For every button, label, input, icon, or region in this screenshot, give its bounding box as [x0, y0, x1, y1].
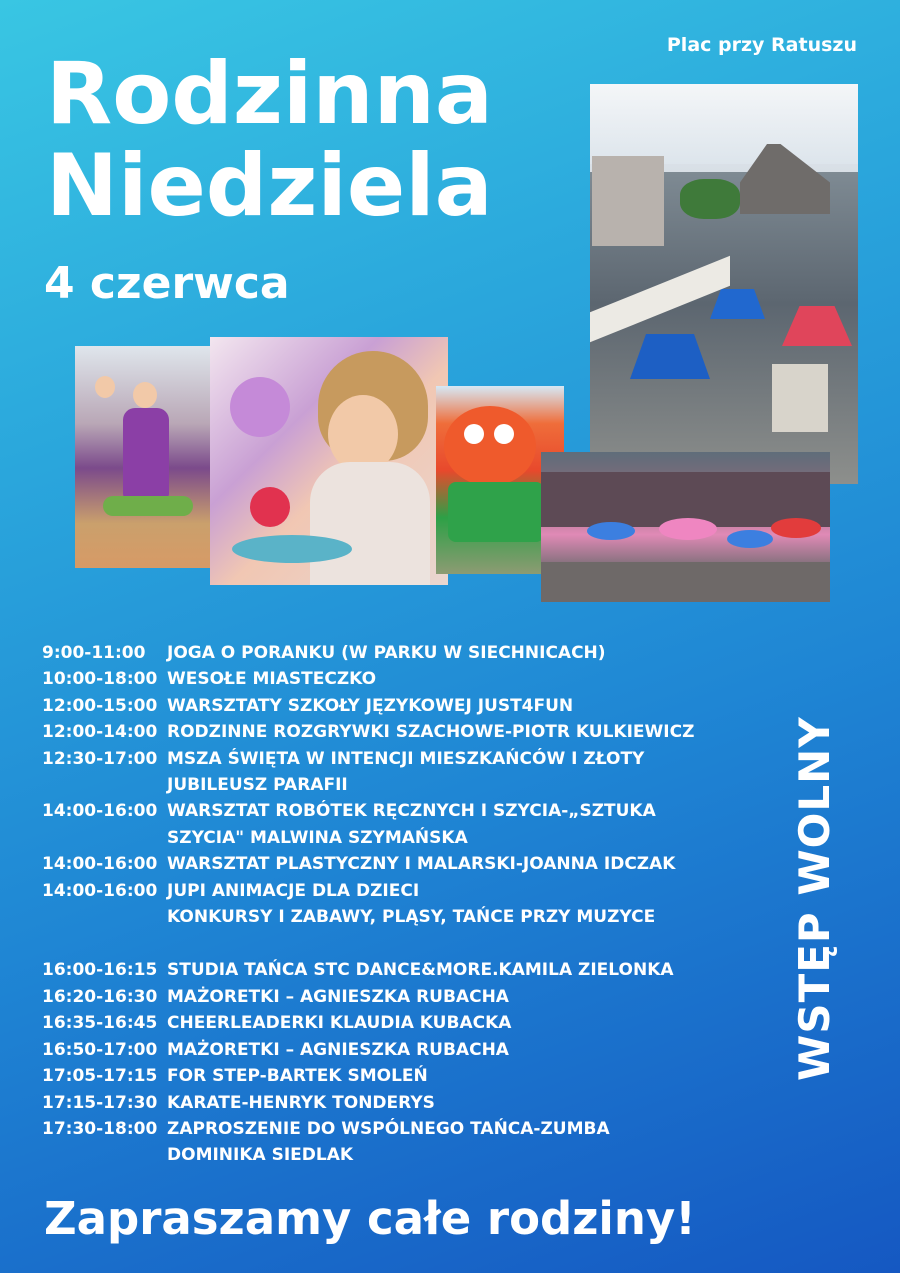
- schedule-event: JUBILEUSZ PARAFII: [167, 775, 348, 796]
- red-tent-shape: [782, 306, 852, 346]
- location-label: Plac przy Ratuszu: [666, 34, 857, 56]
- market-square-photo: [590, 84, 858, 484]
- schedule-row: [42, 1010, 742, 1036]
- child-face-shape-2: [95, 376, 115, 398]
- market-stalls-shape: [590, 256, 730, 343]
- schedule-event: STUDIA TAŃCA STC DANCE&MORE.KAMILA ZIELONKA: [167, 960, 674, 981]
- paint-splash-shape-2: [250, 487, 290, 527]
- monster-eye-shape: [464, 424, 484, 444]
- schedule-gap: [42, 930, 742, 957]
- schedule-time: 17:15-17:30: [42, 1092, 158, 1113]
- schedule-time: 16:50-17:00: [42, 1039, 158, 1060]
- schedule-time: 10:00-18:00: [42, 669, 158, 690]
- schedule-time: 16:35-16:45: [42, 1013, 158, 1034]
- schedule-row: [42, 1116, 742, 1142]
- schedule-time: 9:00-11:00: [42, 643, 146, 663]
- schedule-time: 14:00-16:00: [42, 880, 158, 901]
- schedule-row: [42, 798, 742, 824]
- child-face-shape: [133, 382, 157, 408]
- schedule-time: 16:20-16:30: [42, 986, 158, 1007]
- schedule-event: DOMINIKA SIEDLAK: [167, 1145, 354, 1166]
- tutu-shape-2: [659, 518, 717, 540]
- schedule-event: RODZINNE ROZGRYWKI SZACHOWE-PIOTR KULKIEWICZ: [167, 722, 695, 743]
- girl-dress-shape: [310, 462, 430, 585]
- schedule-event: JUPI ANIMACJE DLA DZIECI: [167, 880, 420, 901]
- schedule-event: WARSZTATY SZKOŁY JĘZYKOWEJ JUST4FUN: [167, 695, 574, 716]
- schedule-row: [42, 878, 742, 904]
- schedule-row: [42, 693, 742, 719]
- schedule-time: 17:05-17:15: [42, 1066, 158, 1087]
- food-truck-shape: [772, 364, 828, 432]
- schedule-row: [42, 1142, 742, 1168]
- schedule-row: [42, 904, 742, 930]
- schedule-time: [42, 825, 167, 851]
- monster-eye-shape-2: [494, 424, 514, 444]
- tutu-shape-3: [727, 530, 773, 548]
- schedule-row: [42, 1037, 742, 1063]
- schedule-row: [42, 772, 742, 798]
- schedule-event: SZYCIA" MALWINA SZYMAŃSKA: [167, 827, 468, 848]
- schedule-event: KONKURSY I ZABAWY, PLĄSY, TAŃCE PRZY MUZYCE: [167, 907, 656, 928]
- schedule-event: FOR STEP-BARTEK SMOLEŃ: [167, 1066, 428, 1087]
- schedule-event: WARSZTAT PLASTYCZNY I MALARSKI-JOANNA IDCZAK: [167, 854, 676, 875]
- palette-shape: [232, 535, 352, 563]
- schedule-row: [42, 746, 742, 772]
- castle-base-shape: [448, 482, 544, 542]
- schedule-time: 12:00-14:00: [42, 722, 158, 743]
- schedule-time: 12:30-17:00: [42, 748, 158, 769]
- blue-tent-shape-2: [710, 289, 765, 319]
- schedule-row: [42, 851, 742, 877]
- schedule-event: JOGA O PORANKU (W PARKU W SIECHNICACH): [167, 643, 606, 663]
- schedule-row: [42, 984, 742, 1010]
- schedule-row: [42, 719, 742, 745]
- schedule: [42, 640, 742, 1169]
- schedule-row: [42, 640, 742, 666]
- pavement-shape: [541, 562, 830, 602]
- schedule-event: MAŻORETKI – AGNIESZKA RUBACHA: [167, 986, 509, 1007]
- trees-shape: [680, 179, 740, 219]
- schedule-event: WESOŁE MIASTECZKO: [167, 669, 377, 690]
- schedule-time: 14:00-16:00: [42, 854, 158, 875]
- schedule-event: KARATE-HENRYK TONDERYS: [167, 1092, 435, 1113]
- purple-dress-shape: [123, 408, 169, 498]
- tutu-shape: [587, 522, 635, 540]
- schedule-event: WARSZTAT ROBÓTEK RĘCZNYCH I SZYCIA-„SZTUKA: [167, 801, 656, 822]
- title-line-2: Niedziela: [46, 136, 493, 236]
- schedule-event: MSZA ŚWIĘTA W INTENCJI MIESZKAŃCÓW I ZŁOTY: [167, 748, 645, 769]
- paint-splash-shape: [230, 377, 290, 437]
- tutu-shape-4: [771, 518, 821, 538]
- event-date: 4 czerwca: [44, 258, 290, 309]
- schedule-time: 12:00-15:00: [42, 695, 158, 716]
- schedule-event: MAŻORETKI – AGNIESZKA RUBACHA: [167, 1039, 509, 1060]
- page-title: [46, 44, 493, 236]
- title-line-1: Rodzinna: [46, 44, 493, 144]
- garland-shape: [103, 496, 193, 516]
- kids-dancing-photo: [75, 346, 215, 568]
- monster-head-shape: [444, 406, 536, 486]
- free-entry-label: WSTĘP WOLNY: [790, 716, 839, 1081]
- schedule-time: [42, 772, 167, 798]
- schedule-row: [42, 1063, 742, 1089]
- invitation-footer: Zapraszamy całe rodziny!: [44, 1192, 696, 1245]
- schedule-row: [42, 1090, 742, 1116]
- schedule-event: ZAPROSZENIE DO WSPÓLNEGO TAŃCA-ZUMBA: [167, 1118, 610, 1139]
- schedule-event: CHEERLEADERKI KLAUDIA KUBACKA: [167, 1013, 512, 1034]
- schedule-time: 16:00-16:15: [42, 960, 158, 981]
- schedule-row: [42, 957, 742, 983]
- schedule-row: [42, 825, 742, 851]
- apartment-building-shape: [592, 156, 664, 246]
- schedule-time: [42, 1142, 167, 1168]
- ballet-dancers-photo: [541, 452, 830, 602]
- schedule-time: 17:30-18:00: [42, 1118, 158, 1139]
- schedule-row: [42, 666, 742, 692]
- blue-tent-shape: [630, 334, 710, 379]
- schedule-time: [42, 904, 167, 930]
- schedule-time: 14:00-16:00: [42, 801, 158, 822]
- girl-painting-photo: [210, 337, 448, 585]
- sky-shape: [590, 84, 858, 164]
